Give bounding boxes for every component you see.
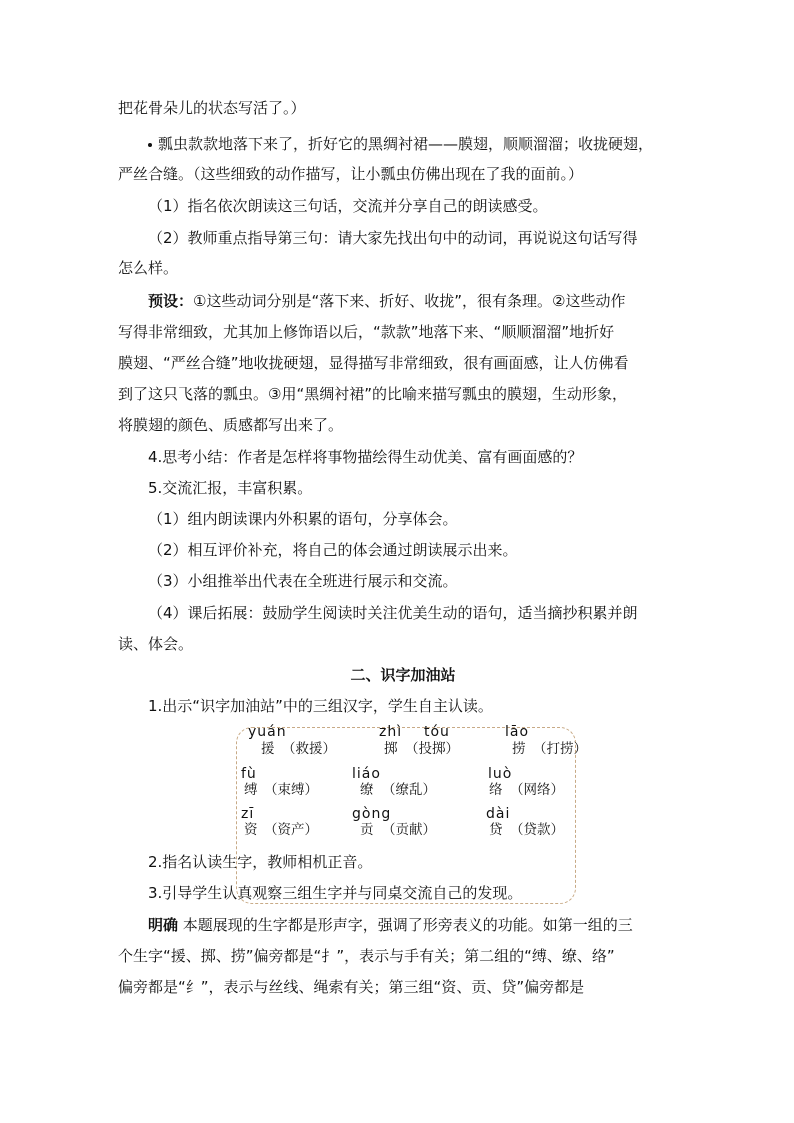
literacy-step-1: 1.出示“识字加油站”中的三组汉字，学生自主认读。 [148,697,493,715]
word-zi: （资产） [264,822,318,838]
preset-line-3: 膜翅、“严丝合缝”地收拢硬翅，显得描写非常细致，很有画面感，让人仿佛看 [118,354,629,372]
pinyin-tou: tóu [424,724,450,740]
pinyin-liao: liáo [352,766,381,782]
preset-text: ①这些动词分别是“落下来、折好、收拢”，很有条理。②这些动作 [193,292,626,310]
pinyin-dai: dài [486,806,511,822]
clarify-line-1 [148,915,688,935]
literacy-step-2: 2.指名认读生字，教师相机正音。 [148,853,373,871]
bullet-icon [148,143,152,147]
word-yuan: （救援） [282,741,336,757]
pinyin-gong: gòng [352,806,392,822]
clarify-line-2: 个生字“援、掷、捞”偏旁都是“扌”，表示与手有关；第二组的“缚、缭、络” [118,947,615,965]
report-step-4-line-2: 读、体会。 [118,635,194,653]
step-2-text-line-1: （2）教师重点指导第三句：请大家先找出句中的动词，再说说这句话写得 [148,229,638,247]
section-heading: 二、识字加油站 [350,666,456,684]
word-liao: （缭乱） [382,782,436,798]
pinyin-lao: lāo [505,724,530,740]
word-fu: （束缚） [264,782,318,798]
paragraph-continuation: 把花骨朵儿的状态写活了。） [118,99,306,117]
pinyin-zi: zī [241,806,255,822]
report-step-2: （2）相互评价补充，将自己的体会通过朗读展示出来。 [148,541,518,559]
literacy-step-3: 3.引导学生认真观察三组生字并与同桌交流自己的发现。 [148,884,523,902]
preset-line-4: 到了这只飞落的瓢虫。③用“黑绸衬裙”的比喻来描写瓢虫的膜翅，生动形象， [118,385,627,403]
clarify-label: 明确 [148,916,179,934]
preset-label: 预设： [148,292,194,310]
summary-question: 4.思考小结：作者是怎样将事物描绘得生动优美、富有画面感的？ [148,448,583,466]
report-step-1: （1）组内朗读课内外积累的语句，分享体会。 [148,510,458,528]
char-liao: 缭 [360,782,374,798]
report-step-3: （3）小组推举出代表在全班进行展示和交流。 [148,572,458,590]
pinyin-zhi: zhì [379,724,403,740]
word-lao: （打捞） [533,741,587,757]
pinyin-yuan: yuán [248,724,287,740]
char-gong: 贡 [360,822,374,838]
report-heading: 5.交流汇报，丰富积累。 [148,479,313,497]
word-luo: （网络） [510,782,564,798]
char-dai: 贷 [489,822,503,838]
bullet-paragraph-line-2: 严丝合缝。（这些细致的动作描写，让小瓢虫仿佛出现在了我的面前。） [118,165,584,183]
char-zhi: 掷 [384,741,398,757]
step-2-text-line-2: 怎么样。 [118,259,179,277]
bullet-paragraph-line-1 [148,134,688,154]
report-step-4-line-1: （4）课后拓展：鼓励学生阅读时关注优美生动的语句，适当摘抄积累并朗 [148,604,638,622]
preset-line-5: 将膜翅的颜色、质感都写出来了。 [118,416,344,434]
char-zi: 资 [244,822,258,838]
word-dai: （贷款） [510,822,564,838]
preset-line-1 [148,291,688,311]
pinyin-fu: fù [241,766,257,782]
word-zhi: （投掷） [405,741,459,757]
char-fu: 缚 [244,782,258,798]
char-lao: 捞 [512,741,526,757]
word-gong: （贡献） [382,822,436,838]
step-1-text: （1）指名依次朗读这三句话，交流并分享自己的朗读感受。 [148,197,548,215]
char-luo: 络 [489,782,503,798]
pinyin-luo: luò [488,766,513,782]
clarify-text: 本题展现的生字都是形声字，强调了形旁表义的功能。如第一组的三 [178,916,633,934]
preset-line-2: 写得非常细致，尤其加上修饰语以后，“款款”地落下来、“顺顺溜溜”地折好 [118,323,615,341]
clarify-line-3: 偏旁都是“纟”，表示与丝线、绳索有关；第三组“资、贡、贷”偏旁都是 [118,978,585,996]
char-yuan: 援 [261,741,275,757]
bullet-text: 瓢虫款款地落下来了，折好它的黑绸衬裙——膜翅，顺顺溜溜；收拢硬翅， [158,135,654,153]
